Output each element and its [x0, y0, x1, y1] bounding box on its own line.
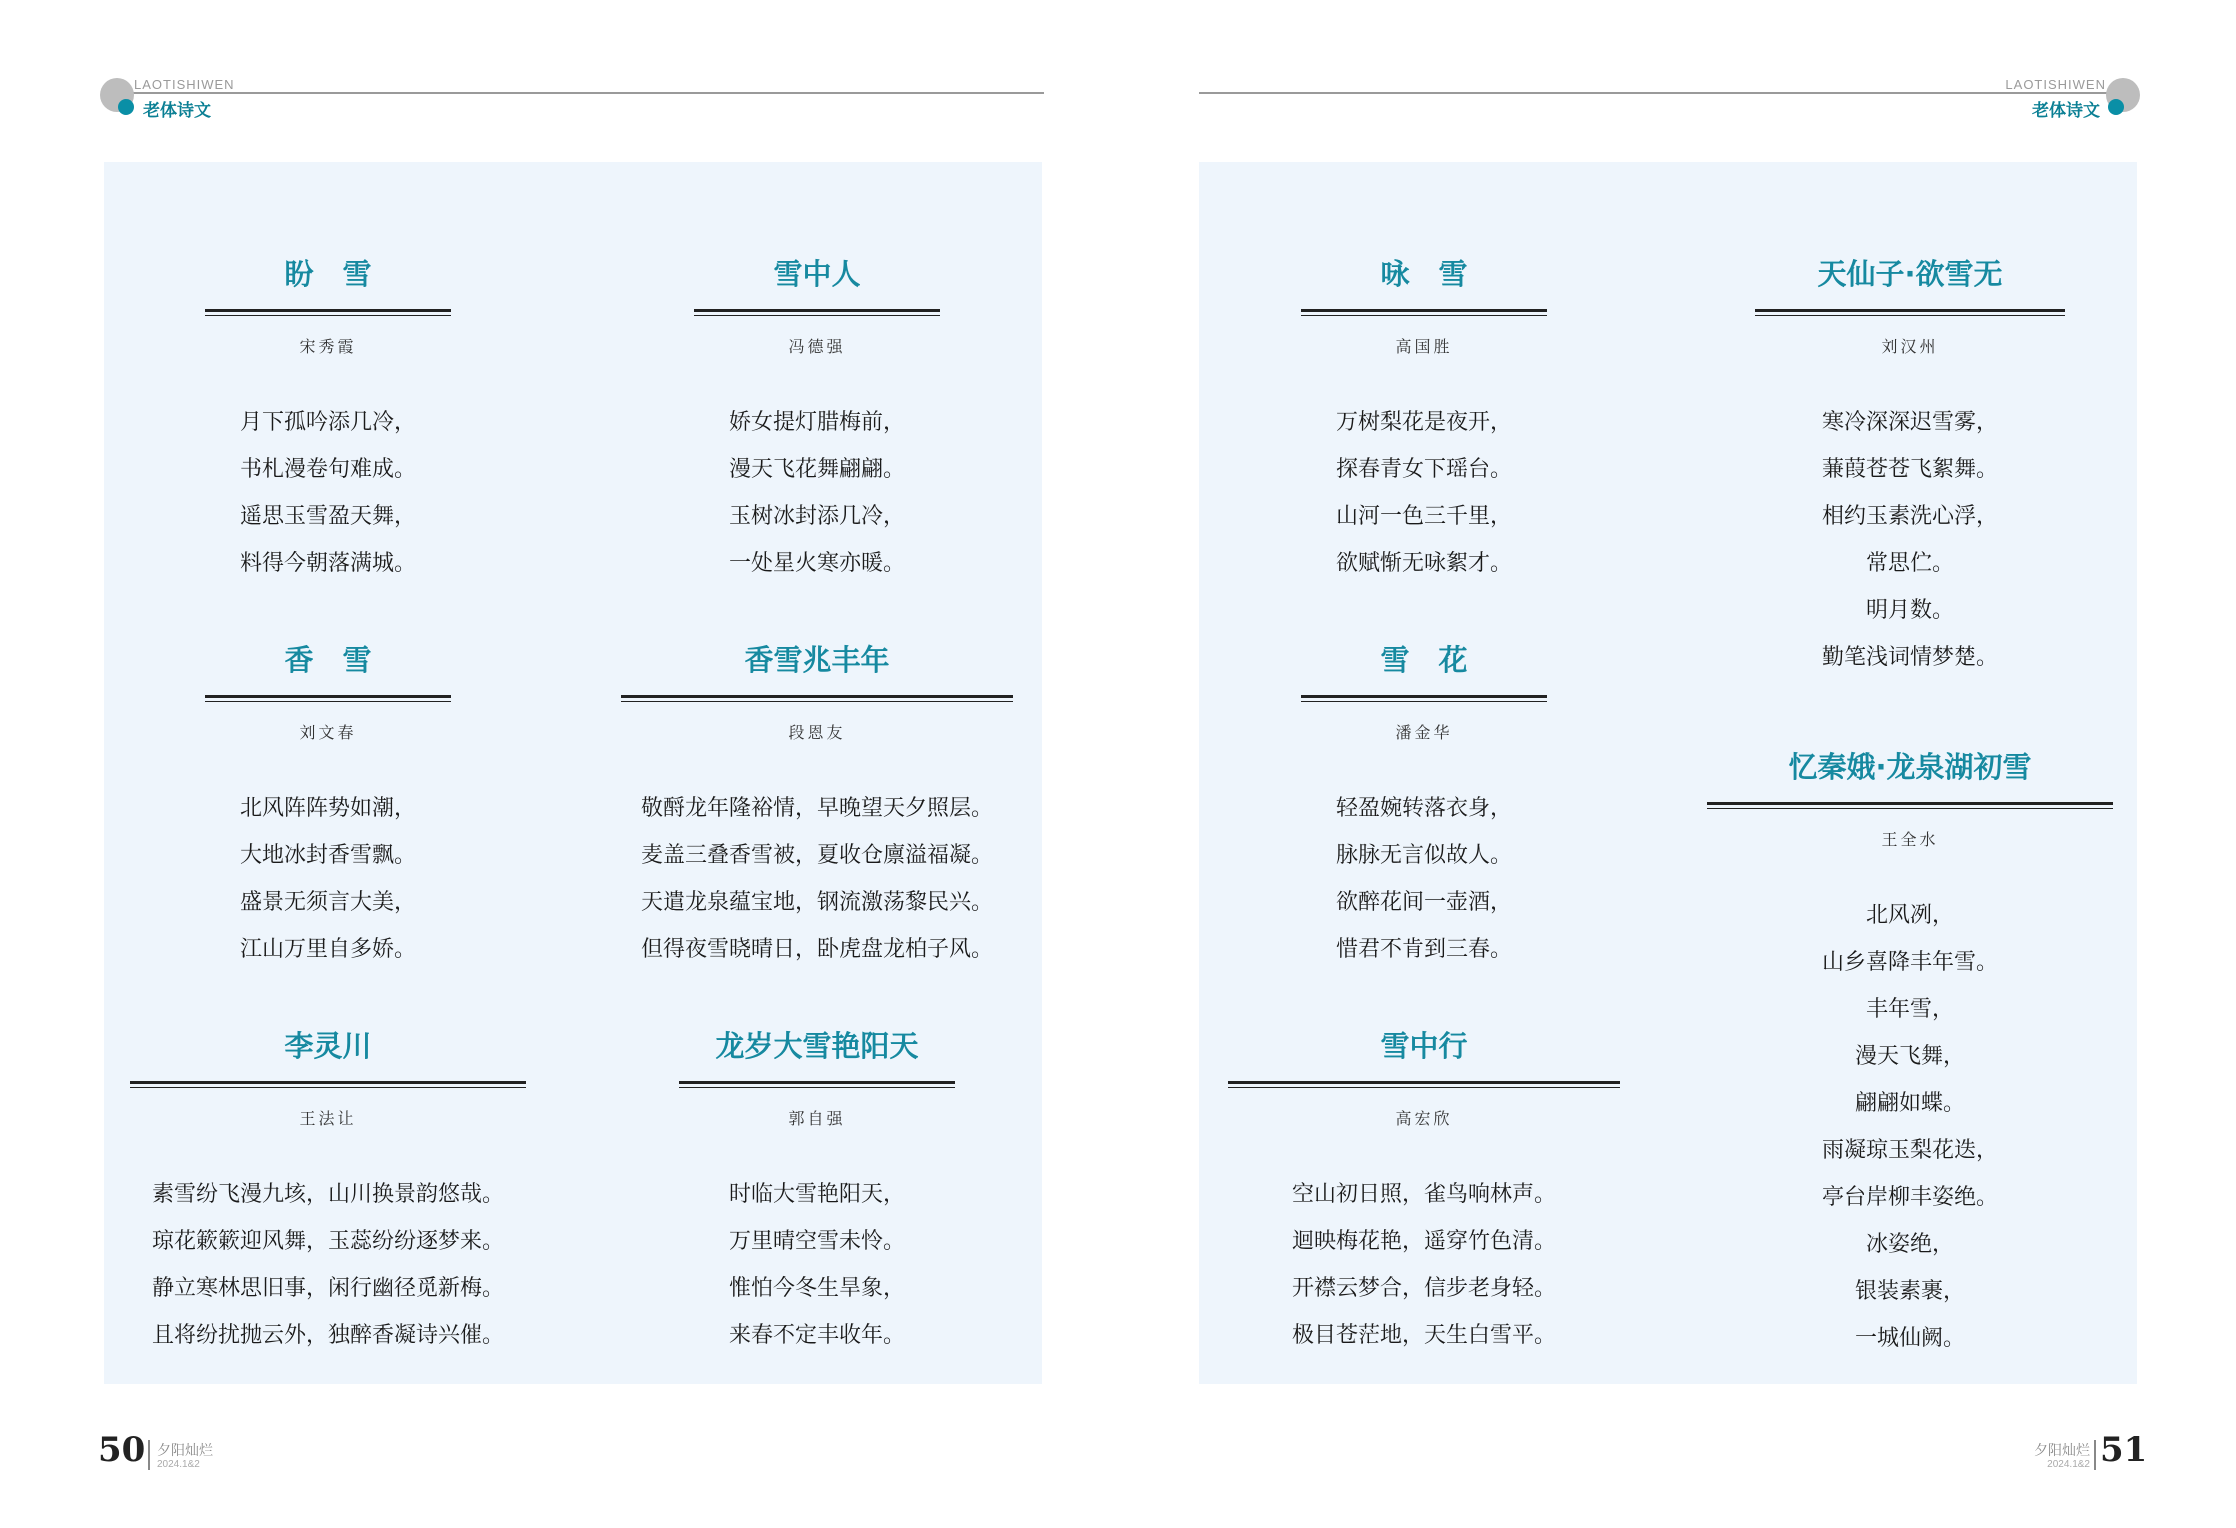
header-rule [118, 92, 1044, 94]
poem-line: 勤笔浅词情梦楚。 [1821, 645, 1998, 670]
poem-body [130, 1171, 526, 1359]
page-number: 50 [98, 1430, 146, 1470]
header-rule [1199, 92, 2125, 94]
poem-line: 探春青女下瑶台。 [1335, 457, 1512, 482]
poem-author: 段恩友 [788, 723, 846, 742]
poem-line: 轻盈婉转落衣身， [1335, 796, 1512, 821]
poem-line: 丰年雪， [1865, 997, 1954, 1022]
poem [130, 1024, 526, 1359]
poem-line: 翩翩如蝶。 [1854, 1091, 1965, 1116]
magazine-name: 夕阳灿烂 [157, 1442, 213, 1458]
poem-line: 大地冰封香雪飘。 [239, 843, 416, 868]
issue-date: 2024.1&2 [157, 1459, 200, 1470]
poem-line: 万树梨花是夜开， [1335, 410, 1512, 435]
poem-line: 亭台岸柳丰姿绝。 [1821, 1185, 1998, 1210]
section-name-en: LAOTISHIWEN [2005, 77, 2106, 92]
title-rule [1301, 695, 1547, 702]
poem-author: 郭自强 [788, 1109, 846, 1128]
section-name-en: LAOTISHIWEN [134, 77, 235, 92]
poem-line: 时临大雪艳阳天， [728, 1182, 905, 1207]
poem-line: 漫天飞舞， [1854, 1044, 1965, 1069]
folio-divider [2094, 1440, 2096, 1470]
poem-line: 漫天飞花舞翩翩。 [728, 457, 905, 482]
poem-line: 月下孤吟添几冷， [239, 410, 416, 435]
poem [679, 1024, 955, 1359]
poem-line: 迴映梅花艳，遥穿竹色清。 [1291, 1229, 1556, 1254]
poem-line: 麦盖三叠香雪被，夏收仓廪溢福凝。 [640, 843, 993, 868]
poem-body [1301, 399, 1547, 587]
poem-line: 北风冽， [1865, 903, 1954, 928]
poem-line: 极目苍茫地，天生白雪平。 [1291, 1323, 1556, 1348]
poem [1755, 252, 2065, 681]
title-rule [1755, 309, 2065, 316]
title-rule [1707, 802, 2113, 809]
poem-author: 宋秀霞 [299, 337, 357, 356]
poem-author: 王法让 [299, 1109, 357, 1128]
poem-line: 一处星火寒亦暖。 [728, 551, 905, 576]
poem-title: 咏 雪 [1380, 257, 1468, 291]
poem [205, 252, 451, 587]
poem-body [679, 1171, 955, 1359]
poem-line: 玉树冰封添几冷， [728, 504, 905, 529]
poem-author: 潘金华 [1395, 723, 1453, 742]
title-rule [1301, 309, 1547, 316]
page-number: 51 [2100, 1430, 2148, 1470]
title-rule [130, 1081, 526, 1088]
poem-title: 雪中人 [773, 257, 861, 291]
poem-line: 且将纷扰抛云外，独醉香凝诗兴催。 [151, 1323, 504, 1348]
poem-author: 刘文春 [299, 723, 357, 742]
poem-line: 欲醉花间一壶酒， [1335, 890, 1512, 915]
poem [1228, 1024, 1620, 1359]
poem-title: 雪中行 [1380, 1029, 1468, 1063]
poem-line: 一城仙阙。 [1854, 1326, 1965, 1351]
poem-line: 山河一色三千里， [1335, 504, 1512, 529]
poem-line: 银装素裹， [1854, 1279, 1965, 1304]
poem-line: 静立寒林思旧事，闲行幽径觅新梅。 [151, 1276, 504, 1301]
poem-line: 欲赋惭无咏絮才。 [1335, 551, 1512, 576]
poem-line: 盛景无须言大美， [239, 890, 416, 915]
title-rule [679, 1081, 955, 1088]
poem [621, 638, 1013, 973]
poem-line: 空山初日照，雀鸟响林声。 [1291, 1182, 1556, 1207]
poem-title: 龙岁大雪艳阳天 [715, 1029, 919, 1063]
poem-line: 素雪纷飞漫九垓，山川换景韵悠哉。 [151, 1182, 504, 1207]
folio-divider [148, 1440, 150, 1470]
poem-line: 万里晴空雪未怜。 [728, 1229, 905, 1254]
title-rule [1228, 1081, 1620, 1088]
poem-line: 冰姿绝， [1865, 1232, 1954, 1257]
section-name-cn: 老体诗文 [143, 101, 211, 120]
poem-line: 常思伫。 [1865, 551, 1954, 576]
title-rule [694, 309, 940, 316]
poem-line: 寒冷深深迟雪雾， [1821, 410, 1998, 435]
poem [1301, 252, 1547, 587]
poem-line: 惟怕今冬生旱象， [728, 1276, 905, 1301]
poem-title: 香雪兆丰年 [744, 643, 890, 677]
poem-line: 琼花簌簌迎风舞，玉蕊纷纷逐梦来。 [151, 1229, 504, 1254]
poem-body [205, 399, 451, 587]
poem-line: 蒹葭苍苍飞絮舞。 [1821, 457, 1998, 482]
poem-author: 高国胜 [1395, 337, 1453, 356]
poem-line: 书札漫卷句难成。 [239, 457, 416, 482]
poem [1707, 745, 2113, 1362]
poem-line: 惜君不肯到三春。 [1335, 937, 1512, 962]
poem-body [1228, 1171, 1620, 1359]
poem-title: 忆秦娥·龙泉湖初雪 [1788, 750, 2032, 784]
poem-line: 天遣龙泉蕴宝地，钢流激荡黎民兴。 [640, 890, 993, 915]
poem-line: 北风阵阵势如潮， [239, 796, 416, 821]
poem-line: 脉脉无言似故人。 [1335, 843, 1512, 868]
poem-line: 娇女提灯腊梅前， [728, 410, 905, 435]
poem-body [621, 785, 1013, 973]
title-rule [621, 695, 1013, 702]
poem [205, 638, 451, 973]
poem-title: 李灵川 [284, 1029, 372, 1063]
header-teal-dot [118, 99, 134, 115]
poem-line: 雨凝琼玉梨花迭， [1821, 1138, 1998, 1163]
poem-line: 江山万里自多娇。 [239, 937, 416, 962]
poem [694, 252, 940, 587]
poem-body [694, 399, 940, 587]
header-teal-dot [2108, 99, 2124, 115]
title-rule [205, 695, 451, 702]
title-rule [205, 309, 451, 316]
poem-line: 相约玉素洗心浮， [1821, 504, 1998, 529]
poem-line: 但得夜雪晓晴日，卧虎盘龙柏子风。 [640, 937, 993, 962]
poem-line: 敬酹龙年隆裕情，早晚望天夕照层。 [640, 796, 993, 821]
poem-line: 山乡喜降丰年雪。 [1821, 950, 1998, 975]
section-name-cn: 老体诗文 [2032, 101, 2100, 120]
poem-line: 遥思玉雪盈天舞， [239, 504, 416, 529]
poem-title: 香 雪 [284, 643, 372, 677]
issue-date: 2024.1&2 [2047, 1459, 2090, 1470]
poem [1301, 638, 1547, 973]
poem-body [1707, 892, 2113, 1362]
poem-line: 明月数。 [1865, 598, 1954, 623]
poem-title: 天仙子·欲雪无 [1817, 257, 2003, 291]
poem-author: 刘汉州 [1881, 337, 1939, 356]
poem-line: 来春不定丰收年。 [728, 1323, 905, 1348]
magazine-name: 夕阳灿烂 [2034, 1442, 2090, 1458]
poem-line: 开襟云梦合，信步老身轻。 [1291, 1276, 1556, 1301]
poem-title: 盼 雪 [284, 257, 372, 291]
poem-author: 王全水 [1881, 830, 1939, 849]
poem-line: 料得今朝落满城。 [239, 551, 416, 576]
poem-body [1755, 399, 2065, 681]
poem-body [205, 785, 451, 973]
poem-author: 高宏欣 [1395, 1109, 1453, 1128]
poem-title: 雪 花 [1380, 643, 1468, 677]
poem-author: 冯德强 [788, 337, 846, 356]
poem-body [1301, 785, 1547, 973]
